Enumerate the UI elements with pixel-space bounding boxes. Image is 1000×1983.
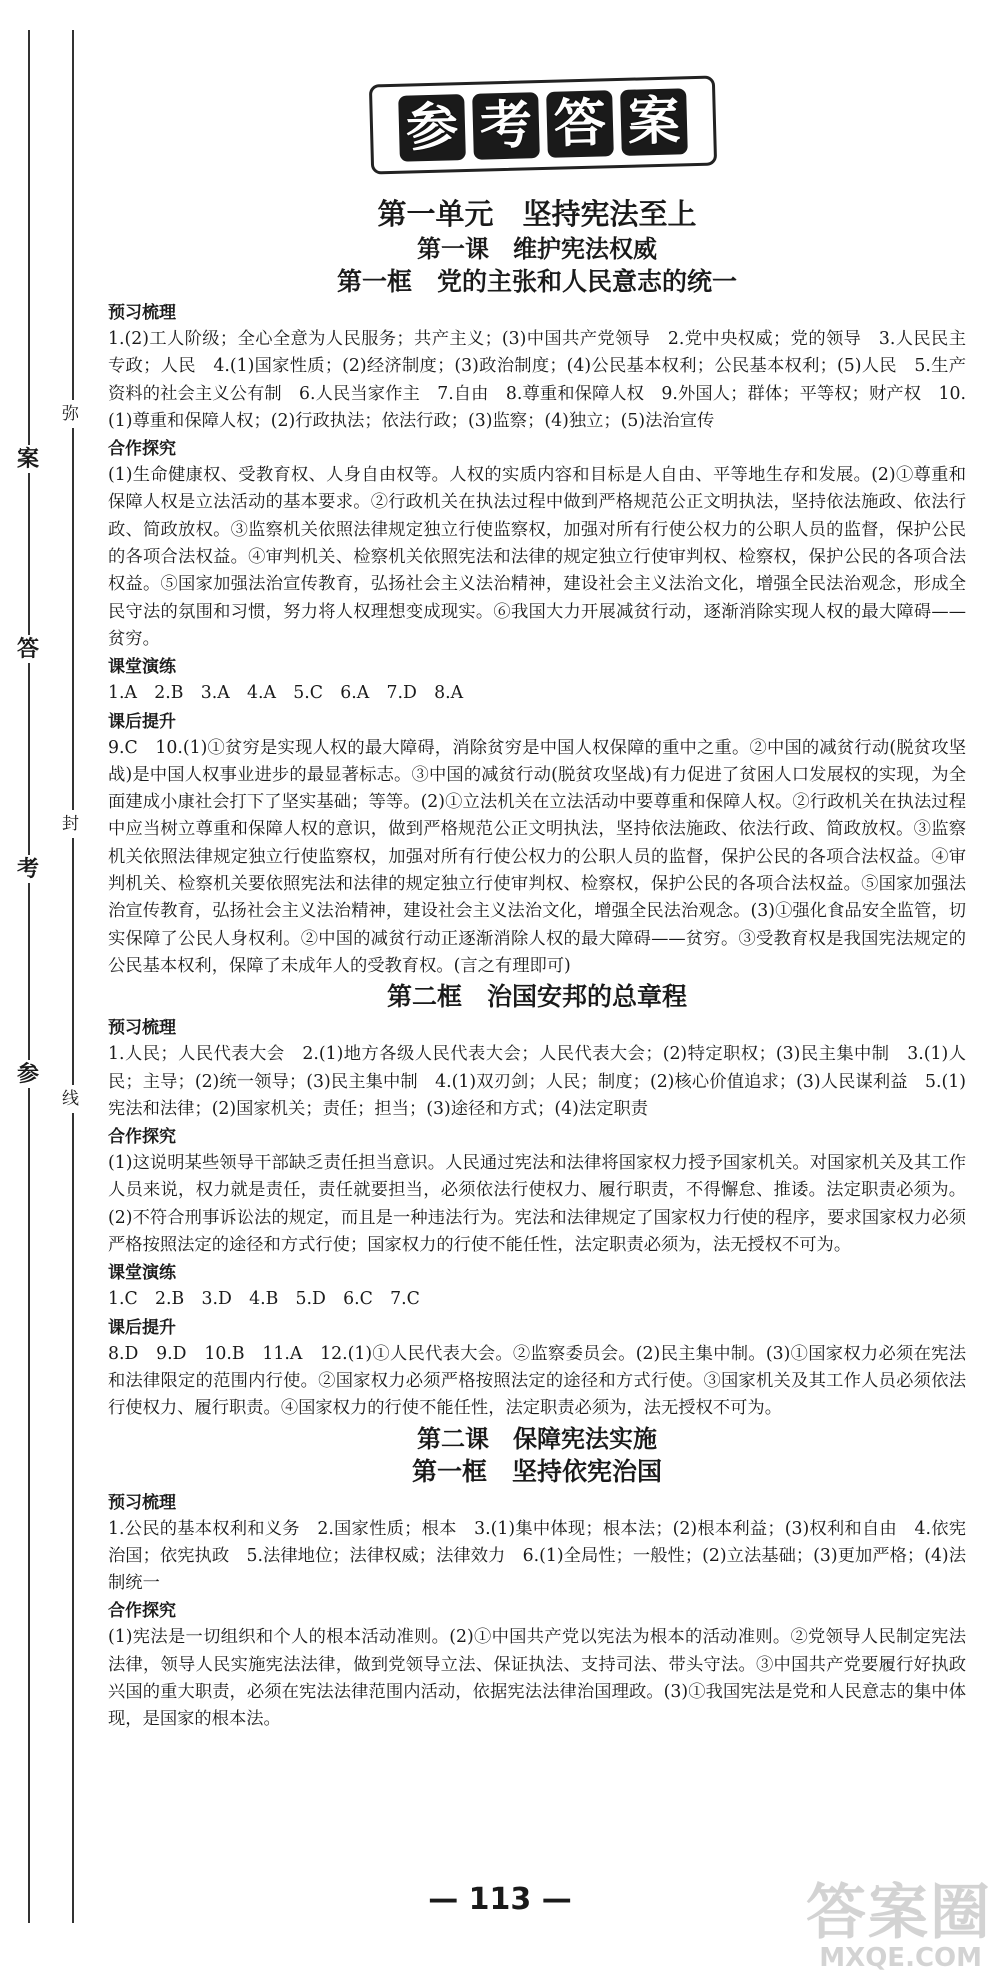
- margin-line-inner: [72, 30, 74, 1923]
- banner-char: 案: [620, 88, 688, 156]
- frame-title: 第二框 治国安邦的总章程: [386, 982, 687, 1012]
- watermark-url: MXQE.COM: [819, 1943, 982, 1973]
- section-text: 1.公民的基本权利和义务 2.国家性质；根本 3.(1)集中体现；根本法；(2)根本利益；(3)权利和自由 4.依宪治国；依宪执政 5.法律地位；法律权威；法律效力 6.(1)全局性；一般性；(2)立法基础；(3)更加严格；(4)法制统一: [108, 1518, 966, 1594]
- section-text: 8.D 9.D 10.B 11.A 12.(1)①人民代表大会。②监察委员会。(2)民主集中制。(3)①国家权力必须在宪法和法律限定的范围内行使。②国家权力必须严格按照法定的途径和方式行使。③国家机关及其工作人员必须依法行使权力、履行职责。④国家权力的行使不能任性，法定职责必须为，法无授权不可为。: [108, 1343, 966, 1419]
- lesson-title: 第二课 保障宪法实施: [417, 1423, 657, 1453]
- frame-title: 第一框 党的主张和人民意志的统一: [336, 267, 737, 296]
- section-text: 1.人民；人民代表大会 2.(1)地方各级人民代表大会；人民代表大会；(2)特定职权；(3)民主集中制 3.(1)人民；主导；(2)统一领导；(3)民主集中制 4.(1)双刃剑；人民；制度；(2)核心价值追求；(3)人民谋利益 5.(1)宪法和法律；(2)国家机关；责任；担当；(3)途径和方式；(4)法定职责: [108, 1044, 966, 1119]
- banner-char: 考: [472, 92, 540, 160]
- section-heading: 课堂演练: [108, 1263, 176, 1284]
- margin-line-outer: [28, 30, 30, 1923]
- section-heading: 合作探究: [108, 1601, 176, 1622]
- section-heading: 预习梳理: [108, 1492, 176, 1513]
- answer-content: [108, 195, 966, 1734]
- margin-char: 线: [62, 1085, 79, 1113]
- unit-title: 第一单元 坚持宪法至上: [377, 197, 697, 231]
- section-heading: 课后提升: [108, 711, 176, 732]
- margin-char: 考: [17, 856, 40, 882]
- section-text: 1.C 2.B 3.D 4.B 5.D 6.C 7.C: [108, 1289, 420, 1310]
- site-watermark: [767, 1865, 992, 1975]
- margin-char: 答: [17, 636, 40, 662]
- lesson-title: 第一课 维护宪法权威: [417, 234, 657, 263]
- section-text: 9.C 10.(1)①贫穷是实现人权的最大障碍，消除贫穷是中国人权保障的重中之重。②中国的减贫行动(脱贫攻坚战)是中国人权事业进步的最显著标志。③中国的减贫行动(脱贫攻坚战)有力促进了贫困人口发展权的实现，为全面建成小康社会打下了坚实基础；等等。(2)①立法机关在立法活动中要尊重和保障人权。②行政机关在执法过程中应当树立尊重和保障人权的意识，做到严格规范公正文明执法，坚持依法施政、依法行政、简政放权。③监察机关依照法律规定独立行使监察权，加强对所有行使公权力的公职人员的监督，保护公民的各项合法权益。④审判机关、检察机关要依照宪法和法律的规定独立行使审判权、检察权，保护公民的各项合法权益。⑤国家加强法治宣传教育，弘扬社会主义法治精神，建设社会主义法治文化，增强全民法治观念。(3)①强化食品安全监管，切实保障了公民人身权利。②中国的减贫行动正逐渐消除人权的最大障碍——贫穷。③受教育权是我国宪法规定的公民基本权利，保障了未成年人的受教育权。(言之有理即可): [108, 737, 966, 976]
- section-text: 1.A 2.B 3.A 4.A 5.C 6.A 7.D 8.A: [108, 683, 464, 704]
- section-text: 1.(2)工人阶级；全心全意为人民服务；共产主义；(3)中国共产党领导 2.党中央权威；党的领导 3.人民民主专政；人民 4.(1)国家性质；(2)经济制度；(3)政治制度；(4)公民基本权利；公民基本权利；(5)人民 5.生产资料的社会主义公有制 6.人民当家作主 7.自由 8.尊重和保障人权 9.外国人；群体；平等权；财产权 10.(1)尊重和保障人权；(2)行政执法；依法行政；(3)监察；(4)独立；(5)法治宣传: [108, 329, 966, 431]
- section-text: (1)生命健康权、受教育权、人身自由权等。人权的实质内容和目标是人自由、平等地生存和发展。(2)①尊重和保障人权是立法活动的基本要求。②行政机关在执法过程中做到严格规范公正文明执法，坚持依法施政、依法行政、简政放权。③监察机关依照法律规定独立行使监察权，加强对所有行使公权力的公职人员的监督，保护公民的各项合法权益。④审判机关、检察机关依照宪法和法律的规定独立行使审判权、检察权，保护公民的各项合法权益。⑤国家加强法治宣传教育，弘扬社会主义法治精神，建设社会主义法治文化，增强全民法治观念，形成全民守法的氛围和习惯，努力将人权理想变成现实。⑥我国大力开展减贫行动，逐渐消除实现人权的最大障碍——贫穷。: [108, 465, 966, 649]
- section-heading: 合作探究: [108, 1127, 176, 1148]
- section-heading: 预习梳理: [108, 1018, 176, 1039]
- banner-char: 参: [398, 94, 466, 162]
- banner-char: 答: [546, 90, 614, 158]
- watermark-logo: 答案圈: [806, 1878, 992, 1948]
- margin-char: 参: [17, 1061, 40, 1087]
- binding-margin: [0, 0, 100, 1983]
- margin-char: 弥: [62, 400, 79, 428]
- section-heading: 课后提升: [108, 1317, 176, 1338]
- answer-key-banner: [369, 75, 717, 174]
- section-heading: 预习梳理: [108, 303, 176, 323]
- section-text: (1)宪法是一切组织和个人的根本活动准则。(2)①中国共产党以宪法为根本的活动准则。②党领导人民制定宪法法律，领导人民实施宪法法律，做到党领导立法、保证执法、支持司法、带头守法。③中国共产党要履行好执政兴国的重大职责，必须在宪法法律范围内活动，依据宪法法律治国理政。(3)①我国宪法是党和人民意志的集中体现，是国家的根本法。: [108, 1627, 966, 1730]
- margin-char: 案: [17, 446, 40, 472]
- section-text: (1)这说明某些领导干部缺乏责任担当意识。人民通过宪法和法律将国家权力授予国家机关。对国家机关及其工作人员来说，权力就是责任，责任就要担当，必须依法行使权力、履行职责，不得懈怠、推诿。法定职责必须为。(2)不符合刑事诉讼法的规定，而且是一种违法行为。宪法和法律规定了国家权力行使的程序，要求国家权力必须严格按照法定的途径和方式行使；国家权力的行使不能任性，法定职责必须为，法无授权不可为。: [108, 1153, 966, 1256]
- frame-title: 第一框 坚持依宪治国: [411, 1456, 662, 1486]
- margin-char: 封: [62, 810, 79, 838]
- section-heading: 课堂演练: [108, 657, 176, 678]
- section-heading: 合作探究: [108, 439, 176, 460]
- page-number: — 113 —: [428, 1882, 572, 1917]
